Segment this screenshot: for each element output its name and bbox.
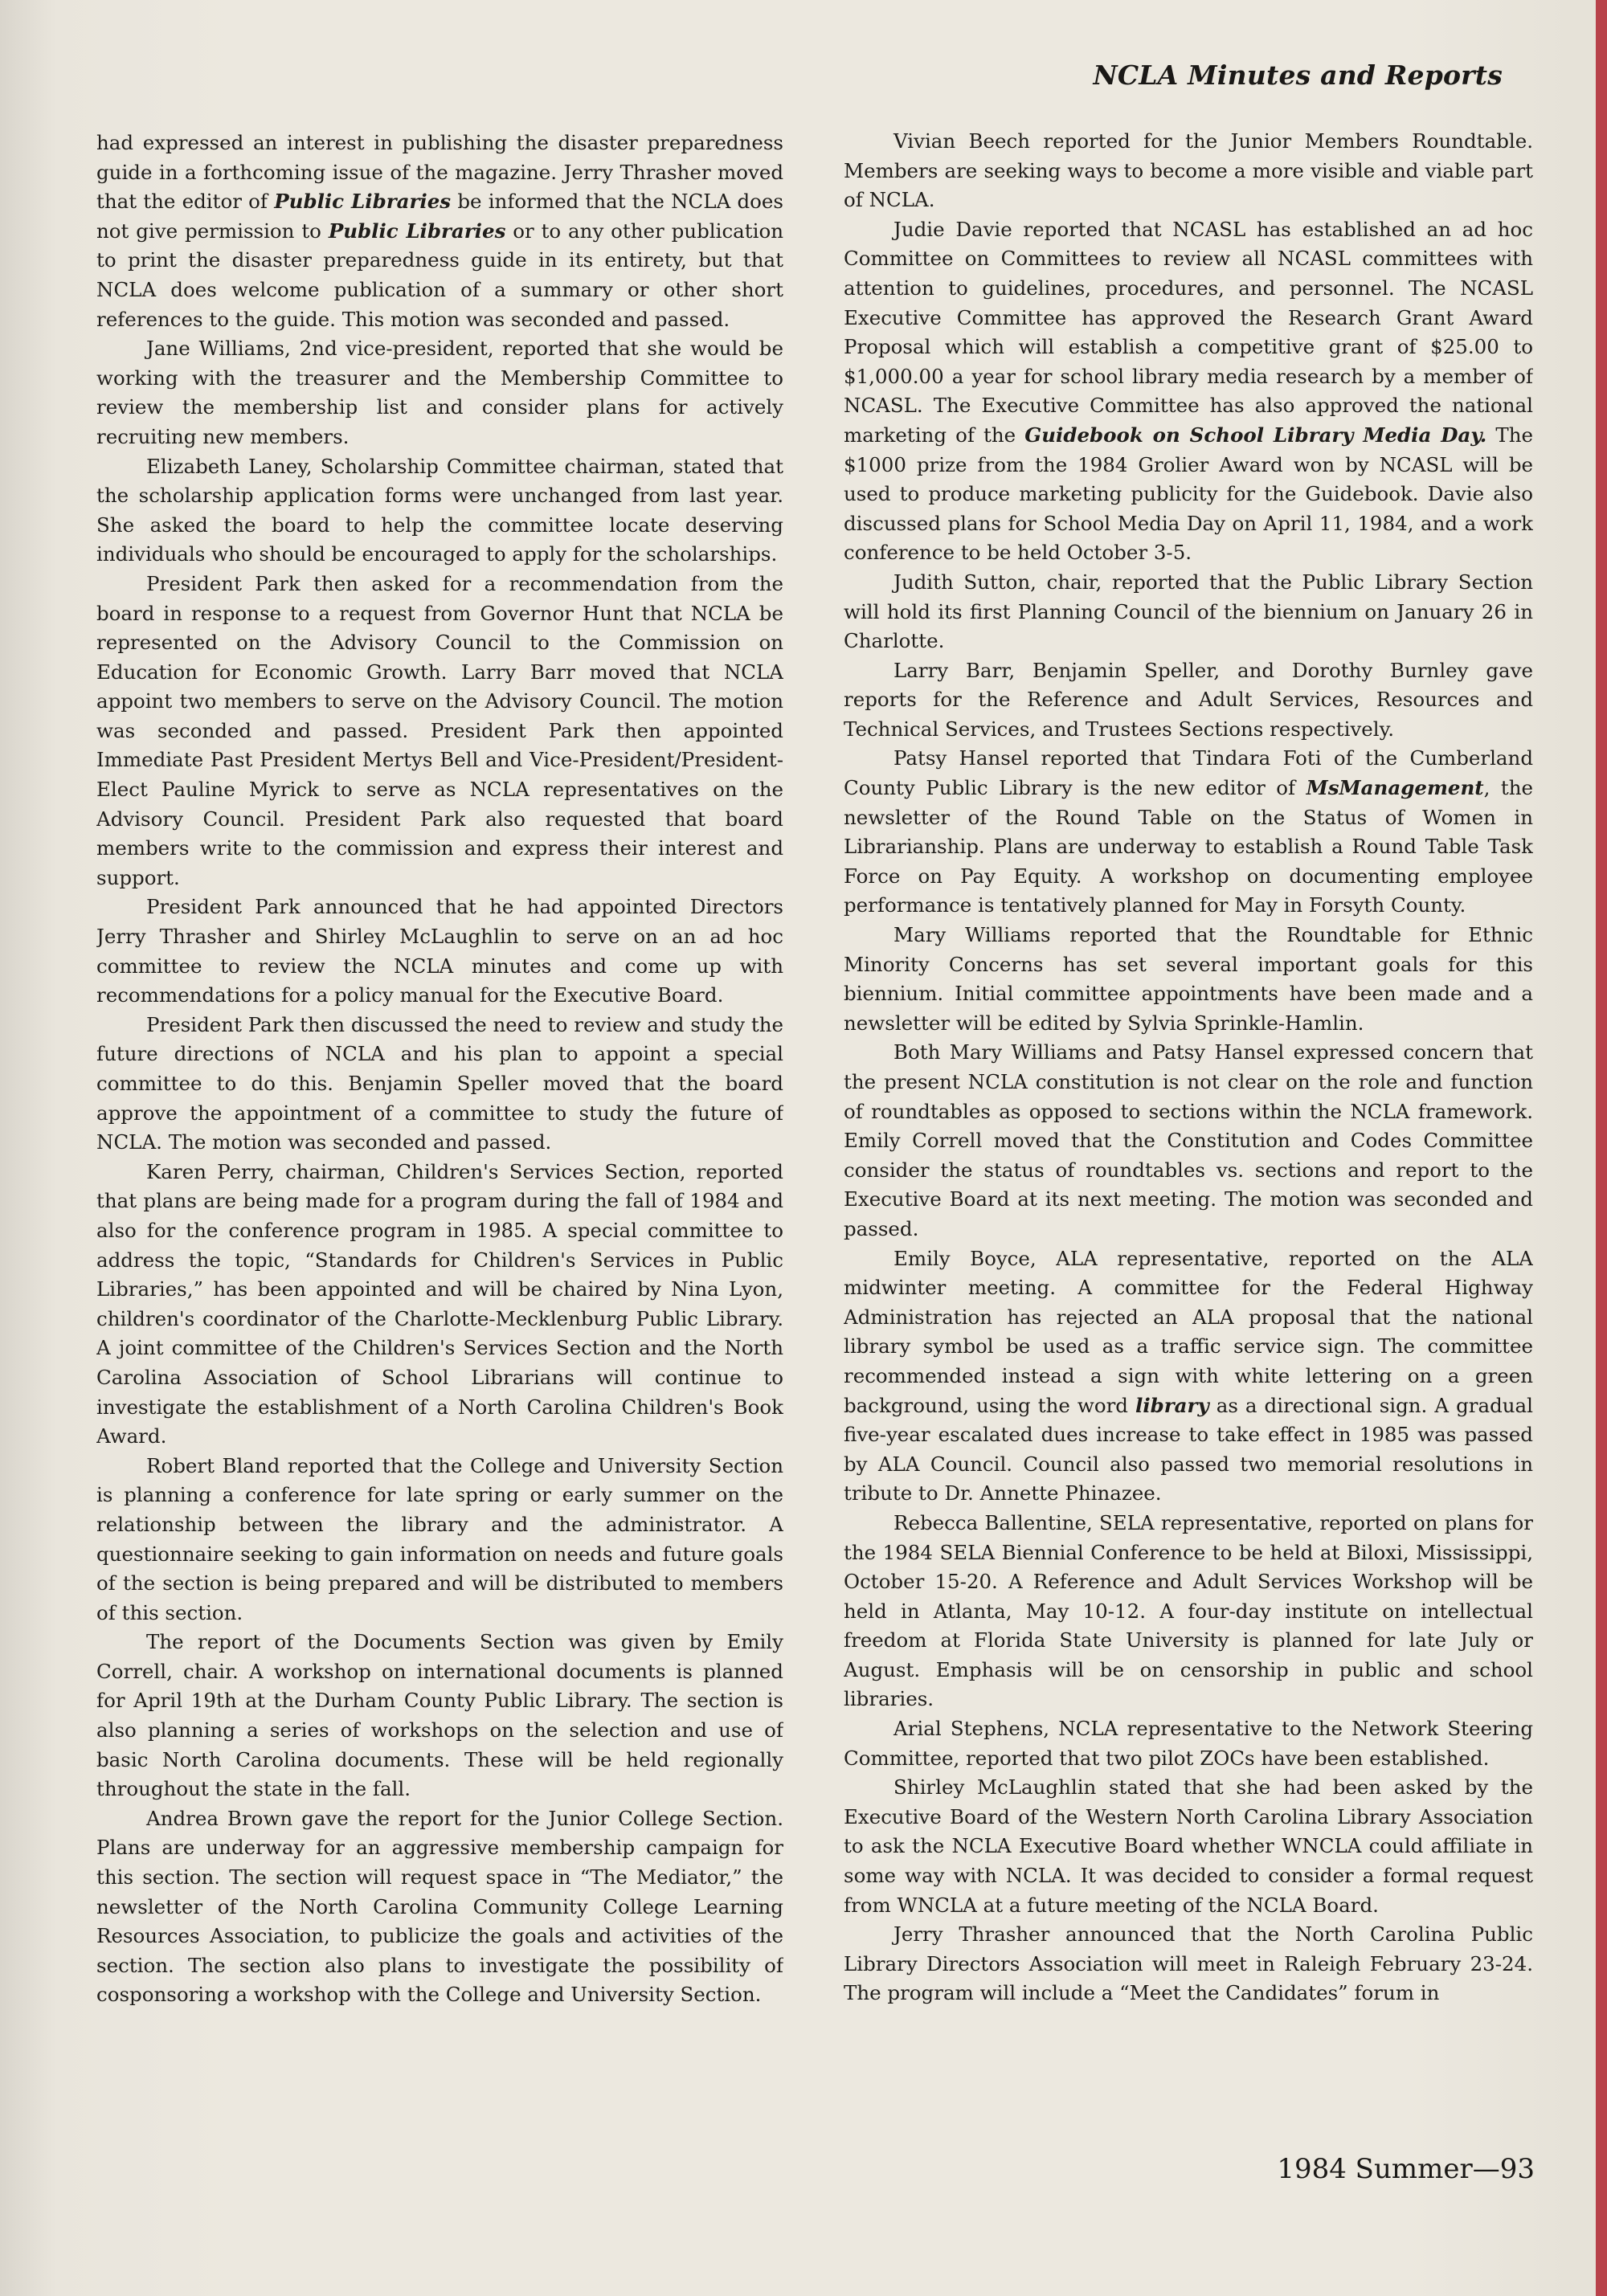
page-edge-bar: [1596, 0, 1607, 2296]
paragraph: had expressed an interest in publishing the disaster preparedness guide in a forthcoming issue of the magazine. Jerry Thrasher moved that the editor of Public Libraries be informed that the NCLA does not give permission to Public Libraries or to any other publication to print the disaster preparedness guide in its entirety, but that NCLA does welcome publication of a summary or other short references to the guide. This motion was seconded and passed.: [96, 131, 783, 331]
paragraph: Judith Sutton, chair, reported that the Public Library Section will hold its first Planning Council of the biennium on January 26 in Charlotte.: [844, 570, 1533, 653]
paragraph: Arial Stephens, NCLA representative to the Network Steering Committee, reported that two pilot ZOCs have been established.: [844, 1717, 1533, 1770]
paragraph: Jane Williams, 2nd vice-president, reported that she would be working with the treasurer and the Membership Committee to review the membership list and consider plans for actively recruiting new members.: [96, 337, 783, 448]
paragraph: Larry Barr, Benjamin Speller, and Dorothy Burnley gave reports for the Reference and Adult Services, Resources and Technical Services, and Trustees Sections respectively.: [844, 658, 1533, 741]
paragraph: Jerry Thrasher announced that the North Carolina Public Library Directors Association will meet in Raleigh February 23-24. The program will include a “Meet the Candidates” forum in: [844, 1922, 1533, 2005]
paragraph: Mary Williams reported that the Roundtable for Ethnic Minority Concerns has set several important goals for this biennium. Initial committee appointments have been made and a newsletter will be edited by Sylvia Sprinkle-Hamlin.: [844, 923, 1533, 1035]
left-column: [96, 129, 783, 2137]
running-header: NCLA Minutes and Reports: [1093, 59, 1503, 91]
paragraph: President Park then asked for a recommendation from the board in response to a request from Governor Hunt that NCLA be represented on the Advisory Council to the Commission on Education for Economic Growth. Larry Barr moved that NCLA appoint two members to serve on the Advisory Council. The motion was seconded and passed. President Park then appointed Immediate Past President Mertys Bell and Vice-President/President-Elect Pauline Myrick to serve as NCLA representatives on the Advisory Council. President Park also requested that board members write to the commission and express their interest and support.: [96, 571, 783, 889]
paragraph: Rebecca Ballentine, SELA representative, reported on plans for the 1984 SELA Biennial Conference to be held at Biloxi, Mississippi, October 15-20. A Reference and Adult Services Workshop will be held in Atlanta, May 10-12. A four-day institute on intellectual freedom at Florida State University is planned for late July or August. Emphasis will be on censorship in public and school libraries.: [844, 1510, 1533, 1711]
paragraph: Andrea Brown gave the report for the Junior College Section. Plans are underway for an aggressive membership campaign for this section. The section will request space in “The Mediator,” the newsletter of the North Carolina Community College Learning Resources Association, to publicize the goals and activities of the section. The section also plans to investigate the possibility of cosponsoring a workshop with the College and University Section.: [96, 1806, 783, 2007]
paragraph: Both Mary Williams and Patsy Hansel expressed concern that the present NCLA constitution is not clear on the role and function of roundtables as opposed to sections within the NCLA framework. Emily Correll moved that the Constitution and Codes Committee consider the status of roundtables vs. sections and report to the Executive Board at its next meeting. The motion was seconded and passed.: [844, 1040, 1533, 1240]
paragraph: Emily Boyce, ALA representative, reported on the ALA midwinter meeting. A committee for the Federal Highway Administration has rejected an ALA proposal that the national library symbol be used as a traffic service sign. The committee recommended instead a sign with white lettering on a green background, using the word library as a directional sign. A gradual five-year escalated dues increase to take effect in 1985 was passed by ALA Council. Council also passed two memorial resolutions in tribute to Dr. Annette Phinazee.: [844, 1246, 1533, 1505]
paragraph: Elizabeth Laney, Scholarship Committee chairman, stated that the scholarship application forms were unchanged from last year. She asked the board to help the committee locate deserving individuals who should be encouraged to apply for the scholarships.: [96, 454, 783, 566]
paragraph: President Park announced that he had appointed Directors Jerry Thrasher and Shirley McLaughlin to serve on an ad hoc committee to review the NCLA minutes and come up with recommendations for a policy manual for the Executive Board.: [96, 895, 783, 1007]
right-column: [844, 127, 1533, 2135]
paragraph: President Park then discussed the need to review and study the future directions of NCLA and his plan to appoint a special committee to do this. Benjamin Speller moved that the board approve the appointment of a committee to study the future of NCLA. The motion was seconded and passed.: [96, 1012, 783, 1154]
paragraph: Patsy Hansel reported that Tindara Foti of the Cumberland County Public Library is the new editor of MsManagement, the newsletter of the Round Table on the Status of Women in Librarianship. Plans are underway to establish a Round Table Task Force on Pay Equity. A workshop on documenting employee performance is tentatively planned for May in Forsyth County.: [844, 746, 1533, 917]
paragraph: Shirley McLaughlin stated that she had been asked by the Executive Board of the Western North Carolina Library Association to ask the NCLA Executive Board whether WNCLA could affiliate in some way with NCLA. It was decided to consider a formal request from WNCLA at a future meeting of the NCLA Board.: [844, 1775, 1533, 1917]
paragraph: Vivian Beech reported for the Junior Members Roundtable. Members are seeking ways to become a more visible and viable part of NCLA.: [844, 129, 1533, 212]
page-folio: 1984 Summer—93: [1277, 2153, 1535, 2185]
paragraph: Robert Bland reported that the College and University Section is planning a conference for late spring or early summer on the relationship between the library and the administrator. A questionnaire seeking to gain information on needs and future goals of the section is being prepared and will be distributed to members of this section.: [96, 1453, 783, 1624]
paragraph: The report of the Documents Section was given by Emily Correll, chair. A workshop on international documents is planned for April 19th at the Durham County Public Library. The section is also planning a series of workshops on the selection and use of basic North Carolina documents. These will be held regionally throughout the state in the fall.: [96, 1630, 783, 1801]
paragraph: Karen Perry, chairman, Children's Services Section, reported that plans are being made for a program during the fall of 1984 and also for the conference program in 1985. A special committee to address the topic, “Standards for Children's Services in Public Libraries,” has been appointed and will be chaired by Nina Lyon, children's coordinator of the Charlotte-Mecklenburg Public Library. A joint committee of the Children's Services Section and the North Carolina Association of School Librarians will continue to investigate the establishment of a North Carolina Children's Book Award.: [96, 1159, 783, 1448]
paragraph: Judie Davie reported that NCASL has established an ad hoc Committee on Committees to review all NCASL committees with attention to guidelines, procedures, and personnel. The NCASL Executive Committee has approved the Research Grant Award Proposal which will establish a competitive grant of $25.00 to $1,000.00 a year for school library media research by a member of NCASL. The Executive Committee has also approved the national marketing of the Guidebook on School Library Media Day. The $1000 prize from the 1984 Grolier Award won by NCASL will be used to produce marketing publicity for the Guidebook. Davie also discussed plans for School Media Day on April 11, 1984, and a work conference to be held October 3-5.: [844, 217, 1533, 565]
